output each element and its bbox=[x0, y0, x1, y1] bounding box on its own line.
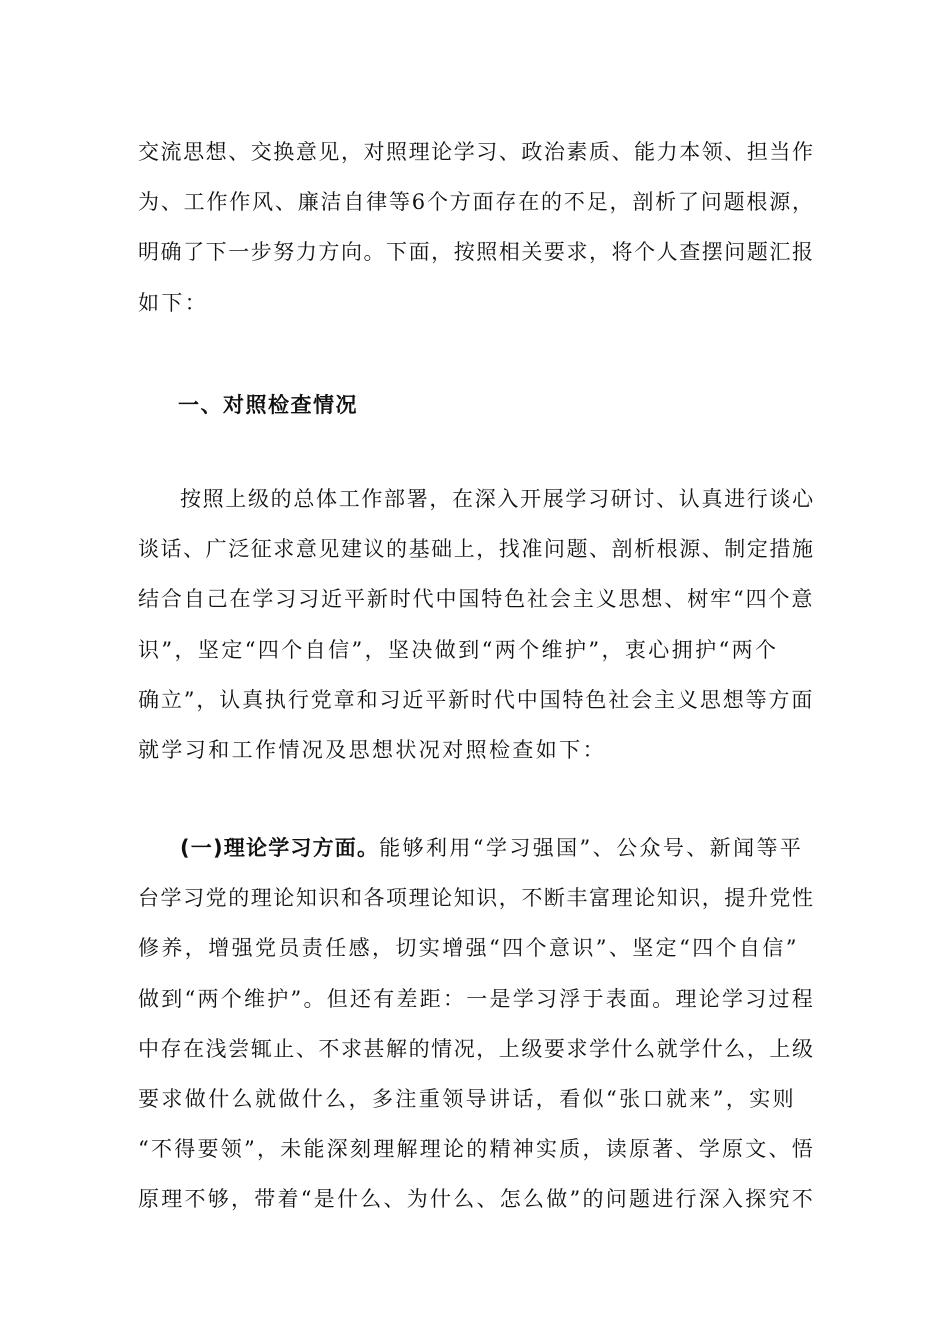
theory-paragraph bbox=[138, 823, 816, 1225]
paragraph-line: 要求做什么就做什么，多注重领导讲话，看似“张口就来”，实则 bbox=[138, 1086, 797, 1111]
paragraph-line: 确立”，认真执行党章和习近平新时代中国特色社会主义思想等方面 bbox=[138, 687, 815, 712]
paragraph-line: 如下： bbox=[138, 290, 209, 315]
paragraph-line bbox=[138, 474, 816, 524]
section-heading: 一、对照检查情况 bbox=[178, 393, 358, 417]
paragraph-line: 修养，增强党员责任感，切实增强“四个意识”、坚定“四个自信” bbox=[138, 936, 799, 961]
paragraph-line-text: 能够利用“学习强国”、公众号、新闻等平 bbox=[379, 836, 804, 860]
intro-paragraph bbox=[138, 127, 816, 328]
paragraph-line: 结合自己在学习习近平新时代中国特色社会主义思想、树牢“四个意 bbox=[138, 587, 815, 612]
paragraph-line: 台学习党的理论知识和各项理论知识，不断丰富理论知识，提升党性 bbox=[138, 886, 815, 911]
paragraph-line-text: 按照上级的总体工作部署，在深入开展学习研讨、认真进行谈心 bbox=[180, 487, 815, 511]
subsection-title: (一)理论学习方面。 bbox=[180, 836, 380, 860]
paragraph-line: 谈话、广泛征求意见建议的基础上，找准问题、剖析根源、制定措施 bbox=[138, 537, 815, 562]
paragraph-line: 明确了下一步努力方向。下面，按照相关要求，将个人查摆问题汇报 bbox=[138, 240, 815, 265]
paragraph-line: 识”，坚定“四个自信”，坚决做到“两个维护”，衷心拥护“两个 bbox=[138, 637, 779, 662]
paragraph-line: 原理不够，带着“是什么、为什么、怎么做”的问题进行深入探究不 bbox=[138, 1187, 815, 1212]
paragraph-line: 就学习和工作情况及思想状况对照检查如下： bbox=[138, 737, 606, 762]
paragraph-line bbox=[138, 823, 816, 873]
paragraph-line: 中存在浅尝辄止、不求甚解的情况，上级要求学什么就学什么，上级 bbox=[138, 1036, 815, 1061]
paragraph-line: 做到“两个维护”。但还有差距：一是学习浮于表面。理论学习过程 bbox=[138, 986, 815, 1011]
paragraph-line: 为、工作作风、廉洁自律等6个方面存在的不足，剖析了问题根源， bbox=[138, 190, 815, 215]
check-paragraph bbox=[138, 474, 816, 775]
paragraph-line: 交流思想、交换意见，对照理论学习、政治素质、能力本领、担当作 bbox=[138, 140, 815, 164]
paragraph-line: “不得要领”，未能深刻理解理论的精神实质，读原著、学原文、悟 bbox=[138, 1137, 815, 1162]
